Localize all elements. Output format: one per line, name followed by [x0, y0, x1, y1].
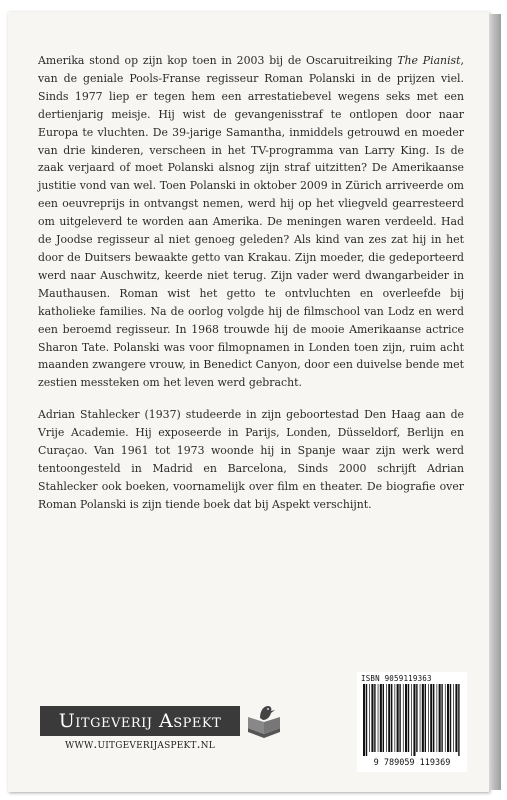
- isbn-barcode-block: [357, 672, 467, 772]
- barcode-icon: [361, 684, 463, 756]
- film-title: The Pianist: [397, 54, 461, 67]
- author-bio-paragraph: Adrian Stahlecker (1937) studeerde in zijn geboortestad Den Haag aan de Vrije Academie. Hij exposeerde in Parijs, Londen, Düsseldorf, Berlijn en Curaçao. Van 1961 tot 1973 woonde hij in Spanje waar zijn werk werd tentoongesteld in Madrid en Barcelona, Sinds 2000 schrijft Adrian Stahlecker ook boeken, voornamelijk over film en theater. De biografie over Roman Polanski is zijn tiende boek dat bij Aspekt verschijnt.: [38, 408, 464, 511]
- publisher-url: www.uitgeverijaspekt.nl: [65, 737, 215, 751]
- bird-on-book-icon: [242, 700, 286, 744]
- ean-digits: 9 789059 119369: [373, 758, 451, 768]
- back-cover-text: [38, 52, 464, 528]
- summary-text: , van de geniale Pools-Franse regisseur Roman Polanski in de prijzen viel. Sinds 1977 liep er tegen hem een arrestatiebevel wegens seks met een dertienjarig meisje. Hij wist de gevangenisstraf te ontlopen door naar Europa te vluchten. De 39-jarige Samantha, inmiddels getrouwd en moeder van drie kinderen, verscheen in het TV-programma van Larry King. Is de zaak verjaard of moet Polanski alsnog zijn straf uitzitten? De Amerikaanse justitie vond van wel. Toen Polanski in oktober 2009 in Zürich arriveerde om een oeuvreprijs in ontvangst nemen, werd hij op het vliegveld gearresteerd om uitgeleverd te worden aan Amerika. De meningen waren verdeeld. Had de Joodse regisseur al niet genoeg geleden? Als kind van zes zat hij in het door de Duitsers bewaakte getto van Krakau. Zijn moeder, die gedeporteerd werd naar Auschwitz, keerde niet terug. Zijn vader werd dwangarbeider in Mauthausen. Roman wist het getto te ontvluchten en overleefde bij katholieke families. Na de oorlog volgde hij de filmschool van Lodz en werd een beroemd regisseur. In 1968 trouwde hij de mooie Amerikaanse actrice Sharon Tate. Polanski was voor filmopnamen in Londen toen zijn, ruim acht maanden zwangere vrouw, in Benedict Canyon, door een duivelse bende met zestien messteken om het leven werd gebracht.: [38, 54, 464, 390]
- summary-text: Amerika stond op zijn kop toen in 2003 bij de Oscaruitreiking: [38, 54, 398, 67]
- summary-paragraph: [38, 52, 464, 392]
- isbn-label: ISBN 9059119363: [361, 674, 432, 683]
- book-spine: [489, 14, 501, 790]
- publisher-name: Uitgeverij Aspekt: [40, 706, 240, 736]
